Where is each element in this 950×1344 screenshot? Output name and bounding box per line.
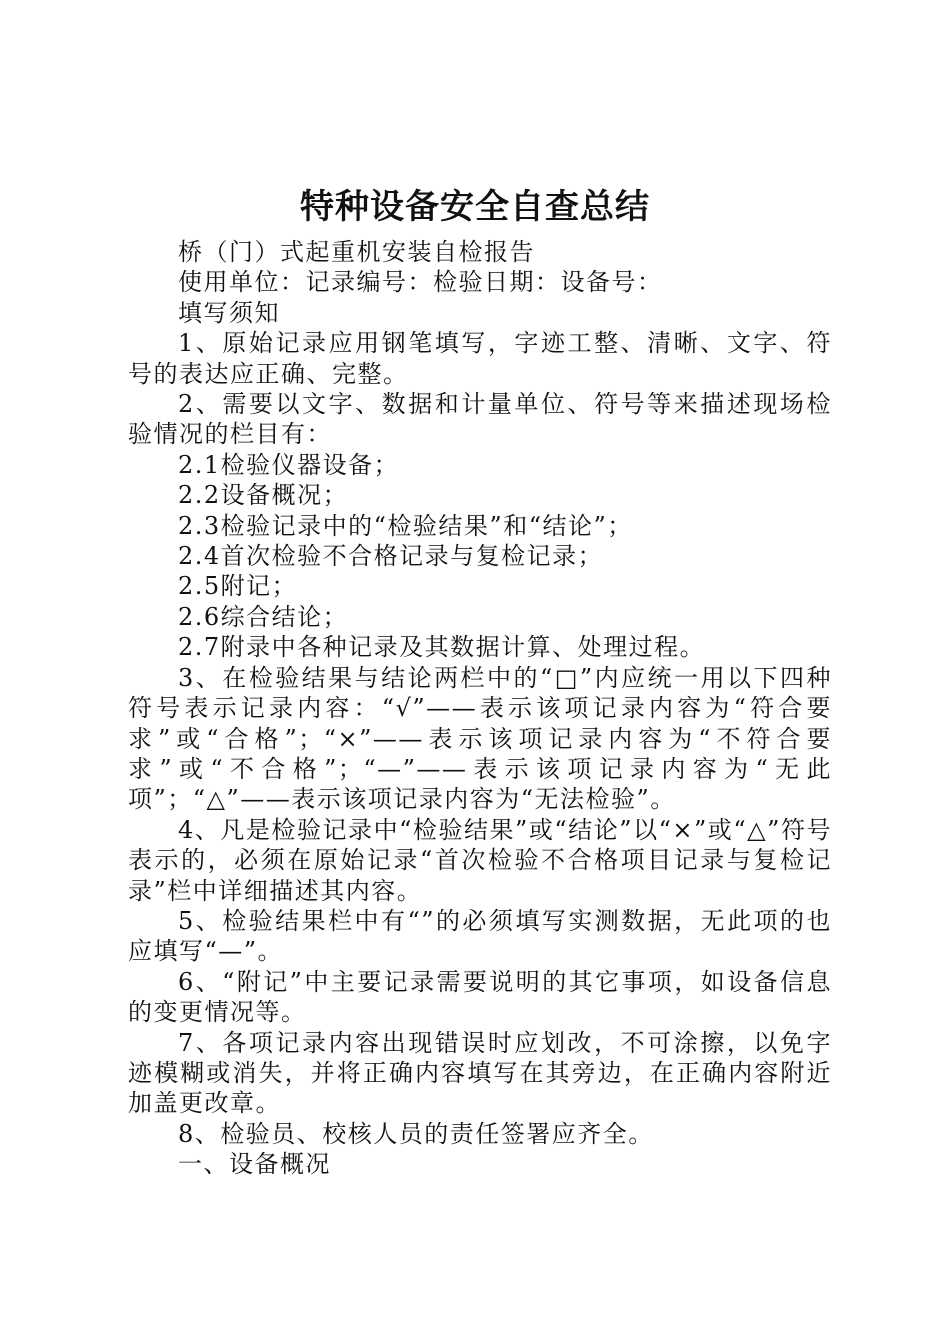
instruction-4: 4、凡是检验记录中“检验结果”或“结论”以“×”或“△”符号表示的，必须在原始记录“首次检验不合格项目记录与复检记录”栏中详细描述其内容。 — [128, 815, 832, 905]
instruction-2-4: 2.4首次检验不合格记录与复检记录； — [178, 542, 604, 571]
instruction-2-7: 2.7附录中各种记录及其数据计算、处理过程。 — [178, 633, 706, 662]
instruction-2-3: 2.3检验记录中的“检验结果”和“结论”； — [178, 511, 633, 540]
instruction-2: 2、需要以文字、数据和计量单位、符号等来描述现场检验情况的栏目有： — [128, 390, 832, 449]
document-body — [128, 237, 832, 1180]
report-name: 桥（门）式起重机安装自检报告 — [178, 238, 535, 266]
instruction-7: 7、各项记录内容出现错误时应划改，不可涂擦，以免字迹模糊或消失，并将正确内容填写在其旁边，在正确内容附近加盖更改章。 — [128, 1028, 832, 1118]
instruction-5: 5、检验结果栏中有“”的必须填写实测数据，无此项的也应填写“—”。 — [128, 906, 832, 966]
instruction-6: 6、“附记”中主要记录需要说明的其它事项，如设备信息的变更情况等。 — [128, 967, 832, 1027]
instruction-2-1: 2.1检验仪器设备； — [178, 450, 400, 479]
section-heading-equipment-overview: 一、设备概况 — [178, 1150, 331, 1179]
instruction-8: 8、检验员、校核人员的责任签署应齐全。 — [178, 1119, 654, 1148]
instruction-2-2: 2.2设备概况； — [178, 481, 349, 510]
header-fields: 使用单位：记录编号：检验日期：设备号： — [178, 268, 663, 297]
instruction-1: 1、原始记录应用钢笔填写，字迹工整、清晰、文字、符号的表达应正确、完整。 — [128, 329, 832, 388]
document-title: 特种设备安全自查总结 — [300, 187, 650, 227]
instruction-3: 3、在检验结果与结论两栏中的“□”内应统一用以下四种符号表示记录内容：“√”——表示该项记录内容为“符合要求”或“合格”；“×”——表示该项记录内容为“不符合要求”或“不合格”；“—”——表示该项记录内容为“无此项”；“△”——表示该项记录内容为“无法检验”。 — [128, 663, 832, 814]
instruction-2-5: 2.5附记； — [178, 572, 298, 601]
instruction-2-6: 2.6综合结论； — [178, 602, 349, 631]
instructions-heading: 填写须知 — [178, 298, 280, 327]
